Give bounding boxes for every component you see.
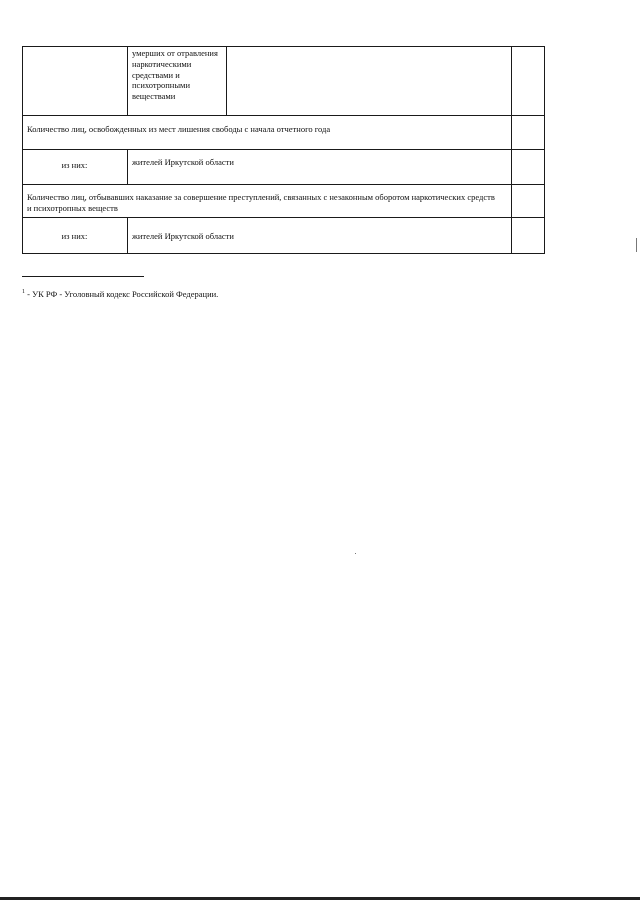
footnote-separator <box>22 276 144 277</box>
table-border-bottom <box>22 253 545 254</box>
table-border-left <box>22 46 23 254</box>
table-rule <box>22 184 545 185</box>
table-rule <box>22 217 545 218</box>
scan-speck <box>355 553 356 554</box>
table-cell-sentenced-label: Количество лиц, отбывавших наказание за совершение преступлений, связанных с незаконным оборотом наркотических средств и психотропных веществ <box>27 192 495 213</box>
table-cell-released-label: Количество лиц, освобожденных из мест лишения свободы с начала отчетного года <box>27 124 331 134</box>
table-rule <box>22 115 545 116</box>
table-border-right <box>544 46 545 254</box>
scan-speck <box>636 238 637 252</box>
table-rule <box>22 149 545 150</box>
table-cell-of-them: из них: <box>61 231 88 241</box>
table-cell-deaths-label: умерших от отравления наркотическими средствами и психотропными веществами <box>132 48 218 102</box>
footnote-marker: 1 <box>22 289 25 295</box>
value-column-rule <box>511 46 512 254</box>
table-border-top <box>22 46 545 47</box>
scan-edge-bar <box>0 897 640 900</box>
table-rule <box>226 46 227 116</box>
table-rule <box>127 149 128 185</box>
footnote <box>22 287 218 300</box>
table-rule <box>127 217 128 254</box>
table-cell-of-them: из них: <box>61 160 88 170</box>
footnote-text: - УК РФ - Уголовный кодекс Российской Федерации. <box>25 289 219 299</box>
table-rule <box>127 46 128 116</box>
table-cell-irkutsk-residents: жителей Иркутской области <box>132 157 234 167</box>
table-cell-irkutsk-residents: жителей Иркутской области <box>132 231 234 241</box>
